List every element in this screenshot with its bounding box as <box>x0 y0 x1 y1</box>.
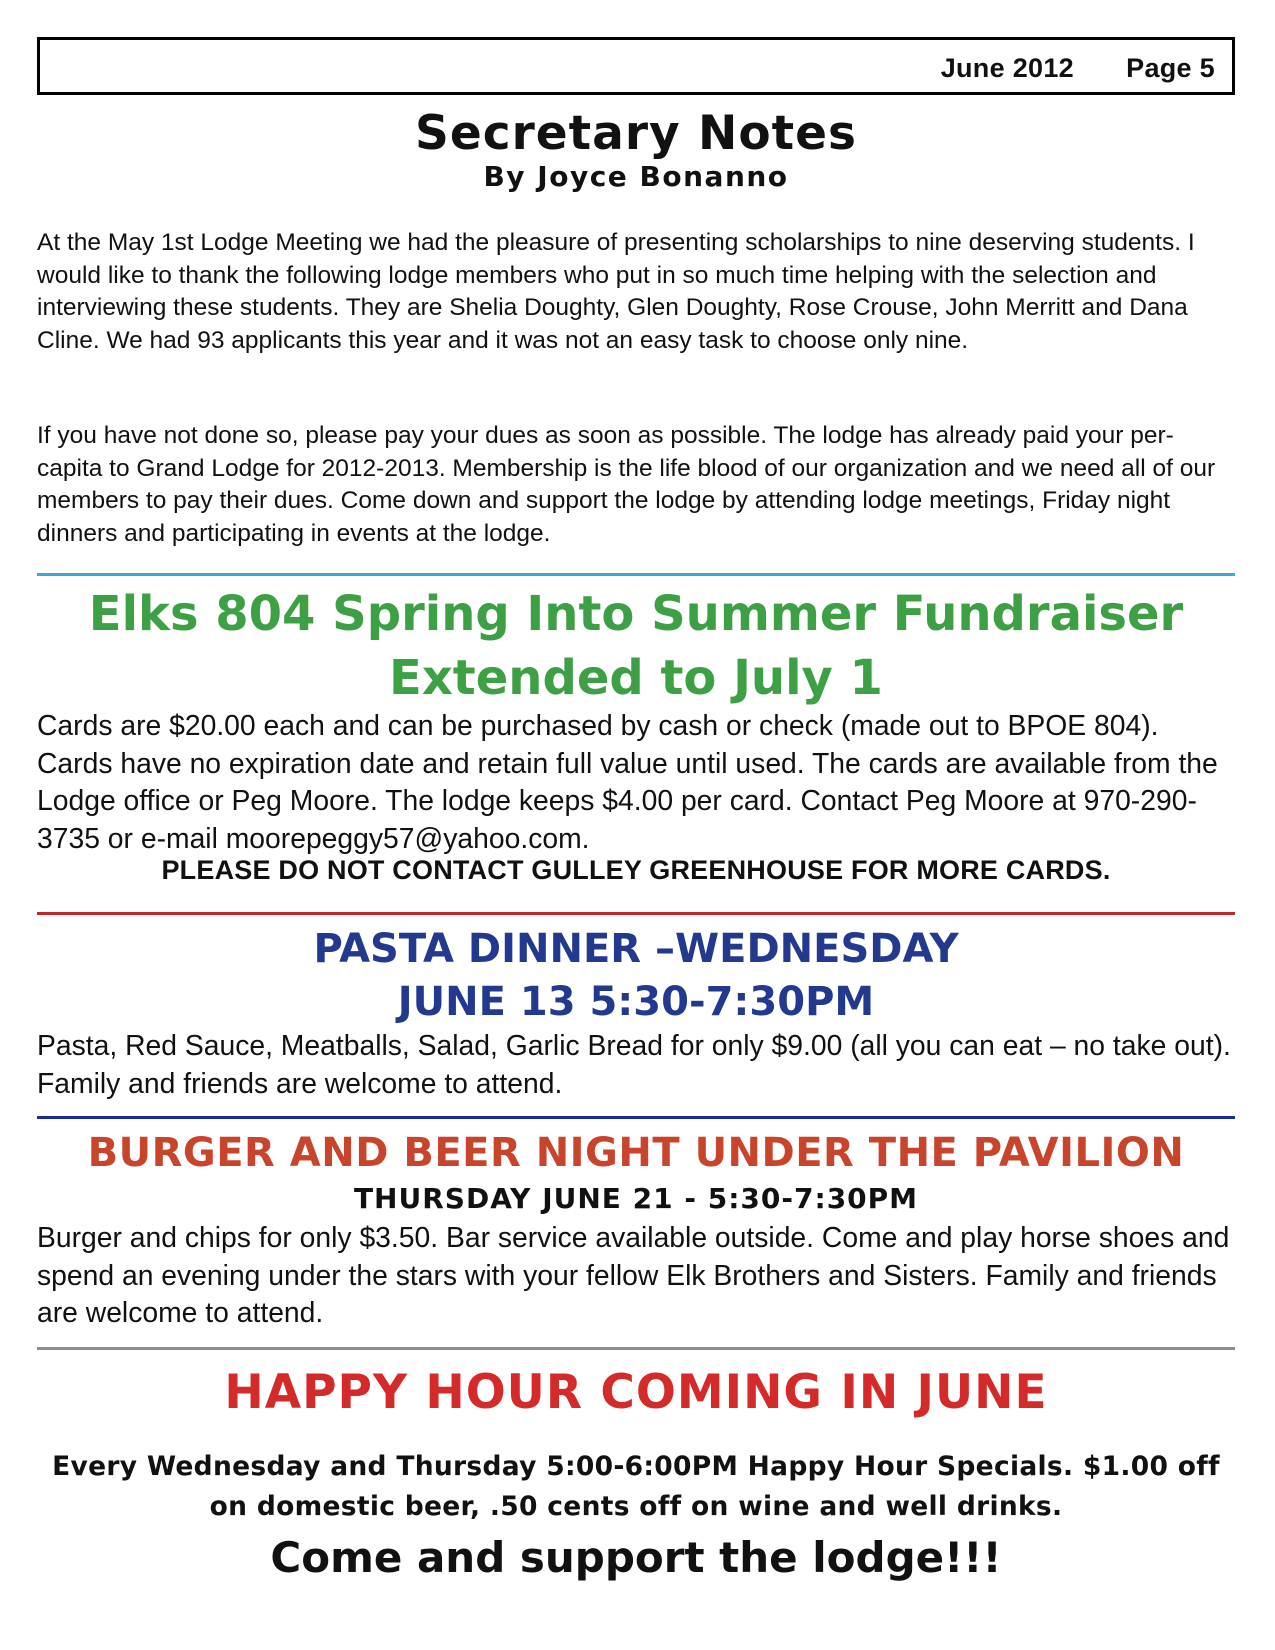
secretary-notes-title: Secretary Notes <box>415 106 857 161</box>
section-divider <box>37 1116 1235 1119</box>
secretary-notes-byline: By Joyce Bonanno <box>483 160 789 193</box>
fundraiser-subheading: Extended to July 1 <box>389 650 883 706</box>
secretary-paragraph-scholarships: At the May 1st Lodge Meeting we had the pleasure of presenting scholarships to nine deserving students. I would like to thank the following lodge members who put in so much time helping with the selection and interviewing these students. They are Shelia Doughty, Glen Doughty, Rose Crouse, John Merritt and Dana Cline. We had 93 applicants this year and it was not an easy task to choose only nine. <box>37 229 1195 354</box>
page-header-box <box>37 37 1235 95</box>
section-divider <box>37 1347 1235 1350</box>
burger-night-body: Burger and chips for only $3.50. Bar service available outside. Come and play horse shoes and spend an evening under the stars with your fellow Elk Brothers and Sisters. Family and friends are welcome to attend. <box>37 1221 1230 1328</box>
issue-date: June 2012 <box>940 53 1074 83</box>
closing-slogan: Come and support the lodge!!! <box>270 1533 1002 1582</box>
pasta-dinner-heading: PASTA DINNER –WEDNESDAY <box>313 926 959 972</box>
section-divider <box>37 573 1235 576</box>
pasta-dinner-body: Pasta, Red Sauce, Meatballs, Salad, Garlic Bread for only $9.00 (all you can eat – no take out). Family and friends are welcome to attend. <box>37 1029 1231 1099</box>
secretary-paragraph-dues: If you have not done so, please pay your dues as soon as possible. The lodge has already paid your per-capita to Grand Lodge for 2012-2013. Membership is the life blood of our organization and we need all of our members to pay their dues. Come down and support the lodge by attending lodge meetings, Friday night dinners and participating in events at the lodge. <box>37 422 1216 547</box>
fundraiser-heading: Elks 804 Spring Into Summer Fundraiser <box>88 586 1184 642</box>
page-number: Page 5 <box>1126 53 1215 83</box>
pasta-dinner-datetime: JUNE 13 5:30-7:30PM <box>397 979 875 1025</box>
burger-night-datetime: THURSDAY JUNE 21 - 5:30-7:30PM <box>353 1182 919 1215</box>
fundraiser-body: Cards are $20.00 each and can be purchased by cash or check (made out to BPOE 804). Cards have no expiration date and retain full value until used. The cards are available from the Lodge office or Peg Moore. The lodge keeps $4.00 per card. Contact Peg Moore at 970-290-3735 or e-mail moorepeggy57@yahoo.com. <box>37 709 1218 854</box>
happy-hour-heading: HAPPY HOUR COMING IN JUNE <box>224 1365 1048 1420</box>
burger-night-heading: BURGER AND BEER NIGHT UNDER THE PAVILION <box>87 1130 1185 1176</box>
happy-hour-body: Every Wednesday and Thursday 5:00-6:00PM Happy Hour Specials. $1.00 off on domestic beer, .50 cents off on wine and well drinks. <box>52 1451 1220 1522</box>
fundraiser-warning: PLEASE DO NOT CONTACT GULLEY GREENHOUSE FOR MORE CARDS. <box>161 855 1111 885</box>
section-divider <box>37 912 1235 915</box>
